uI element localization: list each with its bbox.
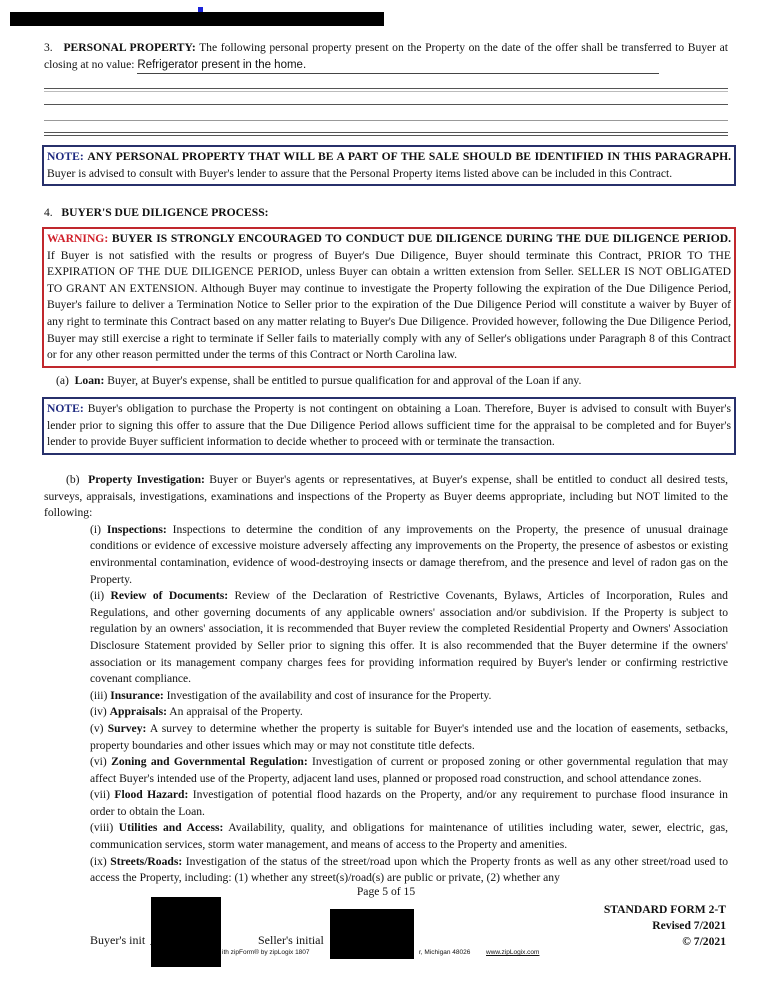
list-item: (ii) Review of Documents: Review of the Declaration of Restrictive Covenants, Bylaws, Articles of Incorporation, Rules and Regulations, and other governing documents of any applicable owners' association and/or subdivision. If the Property is subject to regulation by an owners' association, it is recommended that Buyer review the completed Residential Property and Owners' Association Disclosure Statement provided by Seller prior to signing this offer. It is also recommended that the Buyer determine if the owners' association or its management company charges fees for providing information required by Buyer's lender or confirming restrictive covenant compliance. <box>90 589 728 686</box>
list-item: (vii) Flood Hazard: Investigation of potential flood hazards on the Property, and/or any requirement to purchase flood insurance in order to obtain the Loan. <box>90 788 728 818</box>
redacted-header <box>10 12 384 26</box>
zipform-address: r, Michigan 48026 <box>419 949 471 956</box>
redacted-buyer-initials <box>151 897 221 967</box>
list-item: (ix) Streets/Roads: Investigation of the status of the street/road upon which the Property fronts as well as any other street/road used to access the Property, including: (1) whether any street(s)/road(s) are public or private, (2) whether any <box>90 854 728 885</box>
list-item: (iv) Appraisals: An appraisal of the Property. <box>90 705 303 719</box>
seller-initials-label: Seller's initial <box>258 933 324 947</box>
list-item: (viii) Utilities and Access: Availability, quality, and obligations for maintenance of utilities including water, sewer, electric, gas, communication services, storm water management, and means of access to the Property and amenities. <box>90 821 728 852</box>
item-loan: (a) Loan: Buyer, at Buyer's expense, shall be entitled to pursue qualification for and approval of the Loan if any. <box>56 374 582 387</box>
list-item: (i) Inspections: Inspections to determine the condition of any improvements on the Property, the presence of unusual drainage conditions or evidence of excessive moisture adversely affecting any improvements on the Property, the presence of asbestos or existing environmental contamination, evidence of wood-destroying insects or damage therefrom, and the presence and level of radon gas on the Property. <box>90 522 728 586</box>
ziplogix-link[interactable]: www.zipLogix.com <box>486 949 540 956</box>
warning-due-diligence: WARNING: BUYER IS STRONGLY ENCOURAGED TO CONDUCT DUE DILIGENCE DURING THE DUE DILIGENCE PERIOD. If Buyer is not satisfied with the results or progress of Buyer's Due Diligence, Buyer should terminate this Contract, PRIOR TO THE EXPIRATION OF THE DUE DILIGENCE PERIOD, unless Buyer can obtain a written extension from Seller. SELLER IS NOT OBLIGATED TO GRANT AN EXTENSION. Although Buyer may continue to investigate the Property following the expiration of the Due Diligence Period, Buyer's failure to deliver a Termination Notice to Seller prior to the expiration of the Due Diligence Period will constitute a waiver by Buyer of any right to terminate this Contract based on any matter relating to Buyer's Due Diligence. Provided however, following the Due Diligence Period, Buyer may still exercise a right to terminate if Seller fails to materially comply with any of Seller's obligations under Paragraph 8 of this Contract or for any other reason permitted under the terms of this Contract or North Carolina law. <box>42 227 736 368</box>
investigation-list <box>44 522 728 887</box>
section-personal-property: 3. PERSONAL PROPERTY: The following personal property present on the Property on the date of the offer shall be transferred to Buyer at closing at no value: Refrigerator present in the home. <box>44 40 728 74</box>
note-loan: NOTE: Buyer's obligation to purchase the Property is not contingent on obtaining a Loan. Therefore, Buyer is advised to consult with Buyer's lender prior to signing this offer to assure that the Due Diligence Period allows sufficient time for the appraisal to be completed and for Buyer's lender to provide Buyer sufficient information to decide whether to proceed with or terminate the transaction. <box>42 397 736 455</box>
list-item: (v) Survey: A survey to determine whether the property is suitable for Buyer's intended use and the location of easements, setbacks, property boundaries and other issues which may or may not constitute title defects. <box>90 721 728 752</box>
list-item: (iii) Insurance: Investigation of the availability and cost of insurance for the Property. <box>90 688 492 702</box>
page-number: Page 5 of 15 <box>356 885 416 898</box>
list-item: (vi) Zoning and Governmental Regulation: Investigation of current or proposed zoning or other governmental regulation that may affect Buyer's intended use of the Property, adjacent land uses, planned or proposed road construction, and school attendance zones. <box>90 755 728 785</box>
redacted-seller-initials <box>330 909 414 959</box>
form-info: STANDARD FORM 2-T Revised 7/2021 © 7/2021 <box>603 903 726 948</box>
zipform-credit: ith zipForm® by zipLogix 1807 <box>222 949 310 956</box>
buyer-initials-label: Buyer's init <box>90 933 146 947</box>
section-due-diligence-heading: 4. BUYER'S DUE DILIGENCE PROCESS: <box>44 206 269 219</box>
personal-property-field[interactable]: Refrigerator present in the home. <box>137 57 659 75</box>
item-property-investigation: (b) Property Investigation: Buyer or Buyer's agents or representatives, at Buyer's expense, shall be entitled to conduct all desired tests, surveys, appraisals, investigations, examinations and inspections of the Property as Buyer deems appropriate, including but NOT limited to the following: (i) Inspections: Inspections to determine the condition of any improvements on the Property, the presence of unusual drainage conditions or evidence of excessive moisture adversely affecting any improvements on the Property, the presence of asbestos or existing environmental contamination, evidence of wood-destroying insects or damage therefrom, and the presence and level of radon gas on the Property. (ii) Review of Documents: Review of the Declaration of Restrictive Covenants, Bylaws, Articles of Incorporation, Rules and Regulations, and other governing documents of any applicable owners' association and/or subdivision. If the Property is subject to regulation by an owners' association, it is recommended that Buyer review the completed Residential Property and Owners' Association Disclosure Statement provided by Seller prior to signing this offer. It is also recommended that the Buyer determine if the owners' association or its management company charges fees for providing information required by Buyer's lender or confirming restrictive covenant compliance. (iii) Insurance: Investigation of the availability and cost of insurance for the Property. (iv) Appraisals: An appraisal of the Property. (v) Survey: A survey to determine whether the property is suitable for Buyer's intended use and the location of easements, setbacks, property boundaries and other issues which may or may not constitute title defects. (vi) Zoning and Governmental Regulation: Investigation of current or proposed zoning or other governmental regulation that may affect Buyer's intended use of the Property, adjacent land uses, planned or proposed road construction, and school attendance zones. (vii) Flood Hazard: Investigation of potential flood hazards on the Property, and/or any requirement to purchase flood insurance in order to obtain the Loan. (viii) Utilities and Access: Availability, quality, and obligations for maintenance of utilities including water, sewer, electric, gas, communication services, storm water management, and means of access to the Property and amenities. (ix) Streets/Roads: Investigation of the status of the street/road upon which the Property fronts as well as any other street/road used to access the Property, including: (1) whether any street(s)/road(s) are public or private, (2) whether any <box>44 472 728 887</box>
header-marker <box>198 7 203 12</box>
note-personal-property: NOTE: ANY PERSONAL PROPERTY THAT WILL BE A PART OF THE SALE SHOULD BE IDENTIFIED IN THIS PARAGRAPH. Buyer is advised to consult with Buyer's lender to assure that the Personal Property items listed above can be included in this Contract. <box>42 145 736 186</box>
